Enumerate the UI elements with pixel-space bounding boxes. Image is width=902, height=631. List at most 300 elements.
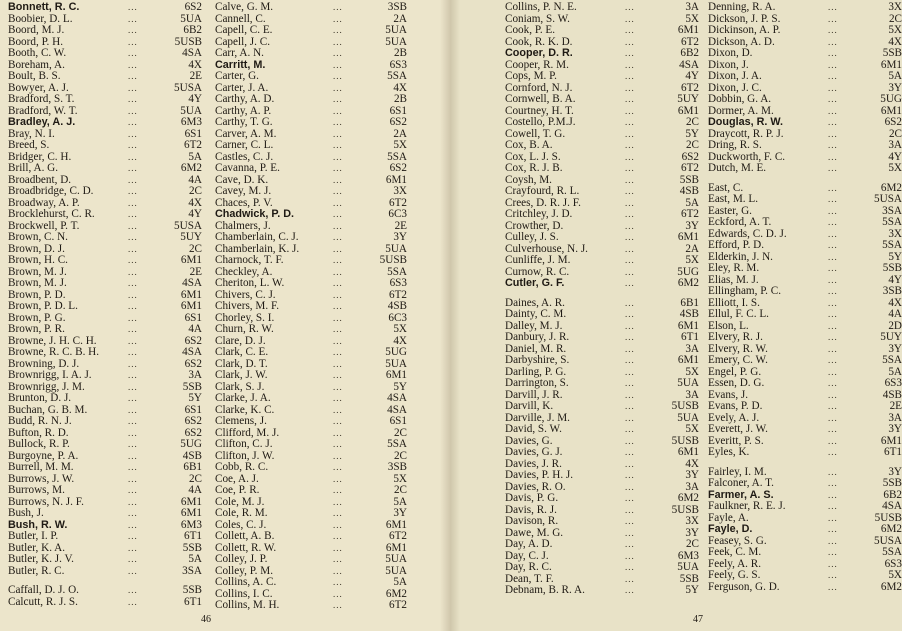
leader-dots: ... (333, 404, 343, 415)
entry-code: 6M1 (880, 104, 902, 117)
leader-dots: ... (128, 427, 138, 438)
entry-name: Calve, G. M. (215, 1, 274, 13)
entry-name: Critchley, J. D. (505, 208, 573, 220)
leader-dots: ... (828, 251, 838, 262)
leader-dots: ... (128, 289, 138, 300)
entry-code: 5X (888, 569, 902, 581)
entry-code: 5UA (677, 411, 699, 424)
leader-dots: ... (828, 401, 838, 411)
leader-dots: ... (625, 516, 635, 526)
leader-dots: ... (625, 309, 635, 319)
entry-code: 6M1 (880, 434, 902, 447)
entry-name: Darvill, K. (505, 400, 554, 412)
leader-dots: ... (625, 550, 635, 561)
entry-name: Clark, C. E. (215, 346, 269, 358)
leader-dots: ... (333, 140, 343, 150)
leader-dots: ... (128, 450, 138, 461)
entry-code: 5X (685, 423, 699, 435)
entry-name: Checkley, A. (215, 265, 273, 278)
entry-code: 4SB (387, 300, 407, 312)
leader-dots: ... (333, 243, 343, 254)
entry-name: Dormer, A. M. (708, 104, 774, 117)
entry-name: Brown, P. D. L. (8, 300, 78, 312)
leader-dots: ... (333, 163, 343, 173)
entry-code: 3A (685, 1, 699, 13)
leader-dots: ... (828, 320, 838, 331)
entry-name: Cox, R. J. B. (505, 162, 563, 174)
leader-dots: ... (128, 174, 138, 185)
entry-code: 6M2 (385, 587, 407, 600)
entry-code: 6S1 (184, 127, 202, 140)
leader-dots: ... (828, 535, 838, 546)
entry-code: 3X (393, 185, 407, 197)
entry-name: Coysh, M. (505, 173, 552, 186)
leader-dots: ... (128, 94, 138, 104)
entry-name: Browning, D. J. (8, 357, 80, 370)
leader-dots: ... (828, 355, 838, 365)
entry-name: Davis, P. G. (505, 492, 559, 504)
leader-dots: ... (625, 504, 635, 515)
leader-dots: ... (625, 71, 635, 81)
entry-name: Culverhouse, N. J. (505, 242, 588, 255)
entry-code: 2E (189, 70, 202, 82)
entry-name: Costello, P.M.J. (505, 116, 576, 128)
leader-dots: ... (828, 25, 838, 35)
leader-dots: ... (333, 554, 343, 564)
entry-name: Browne, R. C. B. H. (8, 346, 100, 358)
leader-dots: ... (128, 105, 138, 116)
entry-code: 4SA (182, 346, 202, 358)
entry-code: 6M2 (677, 492, 699, 504)
leader-dots: ... (828, 412, 838, 423)
entry-name: Bush, R. W. (8, 518, 68, 531)
entry-name: Collins, A. C. (215, 576, 277, 588)
entry-name: Feely, A. R. (708, 557, 762, 570)
entry-name: Cobb, R. C. (215, 461, 269, 473)
leader-dots: ... (333, 151, 343, 162)
leader-dots: ... (828, 94, 838, 104)
leader-dots: ... (828, 194, 838, 204)
leader-dots: ... (128, 243, 138, 254)
entry-code: 3Y (888, 81, 902, 94)
entry-name: Darville, J. M. (505, 411, 570, 424)
entry-code: 3Y (888, 465, 902, 478)
leader-dots: ... (828, 105, 838, 116)
entry-name: Danbury, J. R. (505, 331, 570, 343)
entry-code: 6M1 (385, 518, 407, 531)
entry-code: 2C (393, 484, 407, 496)
entry-name: Coles, C. J. (215, 518, 267, 531)
entry-name: Eley, R. M. (708, 262, 760, 274)
entry-code: 2A (393, 127, 407, 140)
leader-dots: ... (333, 105, 343, 116)
leader-dots: ... (625, 25, 635, 35)
leader-dots: ... (828, 217, 838, 227)
entry-name: Cannell, C. (215, 12, 266, 25)
entry-code: 3Y (393, 507, 407, 519)
leader-dots: ... (128, 13, 138, 24)
entry-name: Browne, J. H. C. H. (8, 334, 97, 347)
entry-code: 5Y (888, 250, 902, 263)
entry-name: Brown, M. J. (8, 265, 67, 278)
leader-dots: ... (333, 209, 343, 219)
entry-name: Faulkner, R. E. J. (708, 500, 786, 512)
leader-dots: ... (625, 562, 635, 572)
leader-dots: ... (828, 117, 838, 127)
entry-code: 6T1 (183, 595, 202, 608)
entry-code: 4SB (679, 308, 699, 320)
leader-dots: ... (333, 473, 343, 484)
entry-name: Feasey, S. G. (708, 534, 767, 547)
entry-code: 4SB (679, 185, 699, 197)
entry-code: 5SA (882, 239, 902, 251)
entry-name: Brown, H. C. (8, 254, 68, 266)
entry-name: Bowyer, A. J. (8, 81, 69, 94)
entry-code: 3A (685, 480, 699, 493)
entry-code: 6S3 (884, 377, 902, 389)
entry-name: Brill, A. G. (8, 162, 59, 174)
leader-dots: ... (128, 36, 138, 47)
entry-code: 4A (888, 308, 902, 320)
entry-name: Charnock, T. F. (215, 254, 284, 266)
right-page (450, 0, 900, 631)
entry-code: 3X (888, 1, 902, 13)
leader-dots: ... (625, 378, 635, 388)
entry-code: 6M1 (180, 300, 202, 312)
leader-dots: ... (828, 140, 838, 150)
entry-code: 6S1 (389, 104, 407, 117)
entry-code: 2A (393, 12, 407, 25)
entry-name: Bray, N. I. (8, 127, 55, 140)
leader-dots: ... (333, 519, 343, 530)
entry-code: 5UY (180, 231, 202, 243)
entry-code: 2C (188, 185, 202, 197)
entry-name: Davis, R. J. (505, 503, 557, 516)
leader-dots: ... (828, 512, 838, 523)
entry-code: 5SA (387, 150, 407, 163)
entry-code: 5UA (180, 104, 202, 117)
leader-dots: ... (828, 36, 838, 47)
entry-name: Cook, P. E. (505, 24, 556, 36)
entry-name: Dickson, J. P. S. (708, 12, 781, 25)
leader-dots: ... (828, 13, 838, 24)
entry-name: Chivers, C. J. (215, 288, 276, 301)
leader-dots: ... (333, 82, 343, 93)
entry-code: 6T2 (388, 530, 407, 542)
entry-name: Burrows, M. (8, 484, 65, 496)
leader-dots: ... (128, 48, 138, 58)
entry-name: Ferguson, G. D. (708, 580, 780, 593)
leader-dots: ... (128, 324, 138, 334)
entry-name: Elias, M. J. (708, 273, 759, 286)
entry-code: 2C (685, 116, 699, 128)
entry-code: 5USB (671, 434, 699, 447)
entry-code: 5UA (385, 242, 407, 255)
entry-code: 4X (393, 81, 407, 94)
leader-dots: ... (128, 301, 138, 311)
leader-dots: ... (828, 447, 838, 457)
entry-name: Dickson, A. D. (708, 35, 775, 48)
entry-name: Brunton, D. J. (8, 392, 72, 404)
entry-code: 5SA (882, 354, 902, 366)
entry-code: 3Y (888, 342, 902, 355)
leader-dots: ... (333, 427, 343, 438)
entry-code: 6M2 (677, 277, 699, 289)
leader-dots: ... (333, 278, 343, 288)
entry-name: Broadbent, D. (8, 173, 72, 186)
leader-dots: ... (128, 393, 138, 403)
entry-code: 3Y (393, 231, 407, 243)
entry-name: Dixon, J. (708, 58, 749, 71)
entry-name: Brown, P. G. (8, 311, 66, 324)
entry-code: 4SA (182, 277, 202, 289)
entry-name: Clark, D. T. (215, 357, 268, 370)
entry-name: Broadbridge, C. D. (8, 185, 94, 197)
leader-dots: ... (625, 94, 635, 104)
leader-dots: ... (625, 278, 635, 288)
entry-code: 3X (685, 515, 699, 527)
leader-dots: ... (128, 485, 138, 495)
entry-name: Davies, J. R. (505, 457, 562, 470)
entry-name: Cowell, T. G. (505, 127, 566, 140)
entry-name: Day, R. C. (505, 561, 552, 573)
leader-dots: ... (333, 289, 343, 300)
entry-code: 2C (393, 449, 407, 462)
entry-code: 6M2 (880, 523, 902, 535)
leader-dots: ... (625, 585, 635, 595)
entry-code: 5UA (677, 561, 699, 573)
entry-code: 5A (188, 553, 202, 565)
leader-dots: ... (333, 25, 343, 35)
entry-code: 5SA (387, 70, 407, 82)
entry-name: Everitt, P. S. (708, 434, 764, 447)
book-gutter (440, 0, 460, 631)
entry-code: 5UG (677, 265, 699, 278)
leader-dots: ... (333, 496, 343, 507)
leader-dots: ... (828, 163, 838, 173)
leader-dots: ... (828, 309, 838, 319)
entry-name: Darvill, J. R. (505, 388, 563, 401)
entry-code: 5X (393, 472, 407, 485)
entry-code: 6S1 (184, 311, 202, 324)
leader-dots: ... (333, 13, 343, 24)
leader-dots: ... (625, 243, 635, 254)
leader-dots: ... (333, 565, 343, 576)
leader-dots: ... (333, 508, 343, 518)
entry-name: Carthy, A. P. (215, 104, 272, 117)
entry-code: 5SB (882, 47, 902, 59)
leader-dots: ... (333, 600, 343, 610)
entry-name: Castles, C. J. (215, 150, 274, 163)
entry-code: 2C (685, 139, 699, 151)
entry-name: Clark, S. J. (215, 380, 265, 393)
entry-code: 6M2 (880, 181, 902, 194)
leader-dots: ... (333, 174, 343, 185)
entry-code: 3SB (387, 1, 407, 13)
leader-dots: ... (333, 439, 343, 449)
entry-name: Cheriton, L. W. (215, 277, 285, 289)
entry-code: 5UG (385, 346, 407, 358)
entry-code: 4X (188, 58, 202, 71)
leader-dots: ... (625, 140, 635, 150)
entry-name: Easter, G. (708, 204, 752, 217)
entry-code: 5SB (182, 584, 202, 596)
leader-dots: ... (333, 485, 343, 495)
entry-name: Duckworth, F. C. (708, 150, 786, 163)
entry-code: 5UG (180, 438, 202, 450)
entry-name: Carthy, T. G. (215, 116, 273, 128)
entry-code: 2C (888, 12, 902, 25)
entry-code: 5USB (874, 511, 902, 524)
entry-code: 6M1 (677, 319, 699, 332)
entry-code: 3Y (685, 526, 699, 539)
leader-dots: ... (625, 128, 635, 139)
entry-name: Carr, A. N. (215, 47, 264, 59)
page-number: 47 (693, 614, 703, 625)
entry-name: Dutch, M. E. (708, 162, 767, 174)
leader-dots: ... (333, 36, 343, 47)
entry-code: 4SA (387, 392, 407, 404)
entry-name: Collett, A. B. (215, 530, 275, 542)
leader-dots: ... (828, 435, 838, 446)
entry-code: 5USB (379, 254, 407, 266)
entry-code: 6B2 (680, 47, 699, 59)
leader-dots: ... (128, 25, 138, 35)
entry-name: Clark, J. W. (215, 369, 268, 381)
entry-code: 5UY (677, 93, 699, 105)
entry-name: East, M. L. (708, 193, 759, 205)
leader-dots: ... (828, 128, 838, 139)
leader-dots: ... (828, 558, 838, 569)
entry-name: Colley, J. P. (215, 553, 268, 565)
entry-code: 4Y (685, 70, 699, 82)
entry-name: Dawe, M. G. (505, 526, 564, 539)
entry-name: Dean, T. F. (505, 572, 554, 585)
entry-code: 5SB (182, 541, 202, 554)
leader-dots: ... (333, 588, 343, 599)
entry-code: 6M2 (880, 580, 902, 593)
entry-name: Brocklehurst, C. R. (8, 208, 95, 220)
entry-name: Carner, C. L. (215, 139, 274, 151)
entry-code: 5USB (671, 503, 699, 516)
leader-dots: ... (828, 274, 838, 285)
entry-code: 5SA (387, 265, 407, 278)
entry-code: 6S2 (389, 162, 407, 174)
leader-dots: ... (128, 404, 138, 415)
entry-code: 4X (888, 296, 902, 309)
entry-code: 5UA (385, 564, 407, 577)
leader-dots: ... (625, 48, 635, 58)
leader-dots: ... (828, 48, 838, 58)
entry-code: 6S2 (389, 116, 407, 128)
entry-code: 4SA (679, 58, 699, 71)
entry-name: Dring, R. S. (708, 139, 762, 151)
entry-name: Boord, M. J. (8, 24, 65, 36)
entry-code: 6T1 (680, 331, 699, 343)
entry-name: Crees, D. R. J. F. (505, 196, 581, 209)
entry-code: 4SA (882, 500, 902, 512)
leader-dots: ... (333, 59, 343, 70)
entry-code: 5UA (385, 553, 407, 565)
entry-name: Edwards, C. D. J. (708, 227, 787, 240)
leader-dots: ... (128, 473, 138, 484)
leader-dots: ... (333, 117, 343, 127)
entry-code: 6T2 (680, 208, 699, 220)
entry-name: Bush, J. (8, 507, 44, 519)
leader-dots: ... (828, 466, 838, 477)
leader-dots: ... (828, 581, 838, 592)
leader-dots: ... (333, 416, 343, 426)
entry-name: Dalley, M. J. (505, 319, 563, 332)
entry-code: 5UA (180, 12, 202, 25)
entry-code: 2B (393, 93, 407, 105)
entry-code: 6M1 (880, 58, 902, 71)
entry-name: Eyles, K. (708, 446, 750, 458)
entry-name: Dainty, C. M. (505, 308, 567, 320)
entry-code: 5SB (679, 572, 699, 585)
leader-dots: ... (828, 570, 838, 580)
entry-name: Clifford, M. J. (215, 426, 280, 439)
entry-code: 3Y (685, 469, 699, 481)
entry-code: 5USA (874, 193, 902, 205)
leader-dots: ... (333, 2, 343, 12)
entry-code: 6C3 (388, 208, 407, 220)
leader-dots: ... (128, 312, 138, 323)
entry-name: Brown, P. R. (8, 323, 65, 335)
entry-code: 6T2 (388, 599, 407, 611)
leader-dots: ... (828, 524, 838, 534)
entry-code: 5UA (385, 35, 407, 48)
entry-code: 5A (685, 196, 699, 209)
entry-name: Collett, R. W. (215, 541, 277, 554)
leader-dots: ... (625, 36, 635, 47)
leader-dots: ... (828, 424, 838, 434)
leader-dots: ... (625, 266, 635, 277)
entry-name: Capell, J. C. (215, 35, 271, 48)
entry-code: 3SA (182, 564, 202, 577)
entry-code: 3Y (888, 423, 902, 435)
entry-code: 6S1 (389, 415, 407, 427)
entry-name: Cooper, R. M. (505, 58, 569, 71)
leader-dots: ... (828, 343, 838, 354)
entry-code: 3SA (882, 204, 902, 217)
entry-name: Burrows, J. W. (8, 472, 75, 485)
leader-dots: ... (128, 508, 138, 518)
entry-code: 5SB (882, 477, 902, 489)
entry-name: Chamberlain, C. J. (215, 231, 299, 243)
entry-name: Bonnett, R. C. (8, 1, 80, 13)
entry-code: 3A (685, 388, 699, 401)
leader-dots: ... (128, 278, 138, 288)
entry-code: 4A (188, 323, 202, 335)
entry-name: Bufton, R. D. (8, 426, 69, 439)
entry-code: 4Y (888, 273, 902, 286)
entry-name: Daniel, M. R. (505, 342, 567, 355)
entry-name: Dickinson, A. P. (708, 24, 781, 36)
leader-dots: ... (128, 565, 138, 576)
entry-name: Collins, P. N. E. (505, 1, 577, 13)
entry-name: Darrington, S. (505, 377, 569, 389)
entry-name: Chaces, P. V. (215, 196, 273, 209)
leader-dots: ... (128, 358, 138, 369)
entry-code: 6B1 (183, 461, 202, 473)
entry-code: 4X (888, 35, 902, 48)
entry-name: Fayle, D. (708, 523, 753, 535)
leader-dots: ... (333, 358, 343, 369)
leader-dots: ... (333, 186, 343, 196)
entry-name: Davies, R. O. (505, 480, 566, 493)
entry-name: Darbyshire, S. (505, 354, 570, 366)
